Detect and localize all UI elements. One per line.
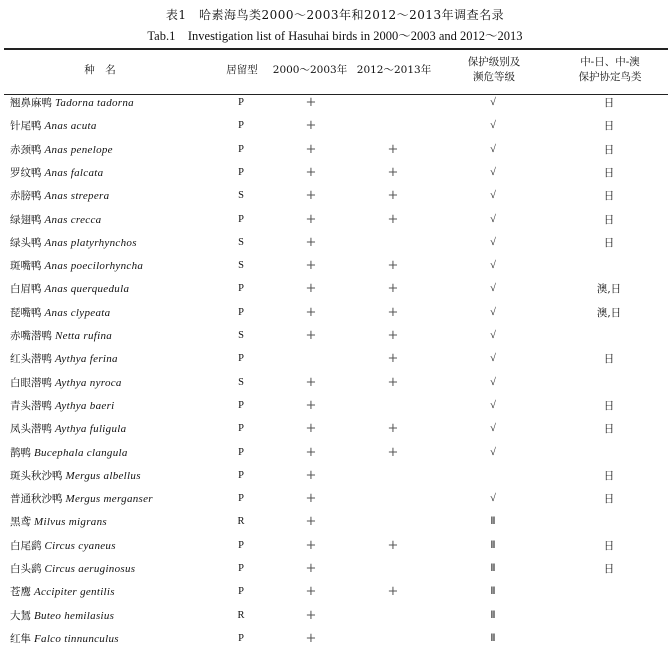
protection-level-cell: Ⅱ bbox=[490, 539, 496, 551]
species-name-cell bbox=[10, 281, 129, 297]
protection-level-cell: √ bbox=[490, 353, 496, 365]
period-2000-2003-cell: + bbox=[305, 514, 317, 530]
residence-type-cell: P bbox=[238, 166, 244, 178]
table-row bbox=[0, 212, 670, 235]
chinese-name: 白头鹞 bbox=[10, 563, 42, 575]
period-2012-2013-cell: + bbox=[387, 328, 399, 343]
period-2000-2003-cell: + bbox=[305, 444, 317, 460]
protection-level-cell: Ⅱ bbox=[490, 516, 496, 528]
table-row bbox=[0, 351, 670, 374]
scientific-name: Buteo hemilasius bbox=[34, 609, 115, 622]
chinese-name: 斑嘴鸭 bbox=[10, 260, 42, 273]
period-2012-2013-cell: + bbox=[387, 188, 399, 204]
table-row bbox=[0, 118, 670, 141]
table-row bbox=[0, 561, 670, 584]
scientific-name: Anas acuta bbox=[44, 120, 97, 133]
residence-type-cell: P bbox=[238, 120, 244, 132]
species-name-cell bbox=[10, 258, 143, 274]
period-2000-2003-cell: + bbox=[305, 95, 317, 110]
top-rule bbox=[4, 48, 668, 50]
species-name-cell bbox=[10, 95, 134, 111]
table-row bbox=[0, 608, 670, 631]
residence-type-cell: R bbox=[237, 516, 245, 528]
residence-type-cell: S bbox=[238, 376, 244, 388]
residence-type-cell: P bbox=[238, 353, 244, 365]
table-title-chinese: 表1 哈素海鸟类2000～2003年和2012～2013年调查名录 bbox=[165, 8, 505, 22]
header-period-2012-2013: 2012～2013年 bbox=[356, 64, 432, 76]
species-name-cell bbox=[10, 351, 118, 367]
table-row bbox=[0, 305, 670, 328]
scientific-name: Anas poecilorhyncha bbox=[44, 260, 144, 273]
scientific-name: Milvus migrans bbox=[34, 516, 107, 529]
species-name-cell bbox=[10, 608, 114, 624]
protection-level-cell: √ bbox=[490, 493, 496, 505]
period-2000-2003-cell: + bbox=[305, 374, 317, 390]
species-name-cell bbox=[10, 631, 119, 647]
residence-type-cell: P bbox=[238, 143, 244, 155]
header-protection bbox=[452, 55, 536, 85]
scientific-name: Tadorna tadorna bbox=[55, 97, 134, 109]
period-2000-2003-cell: + bbox=[305, 234, 317, 250]
scientific-name: Anas falcata bbox=[44, 166, 104, 179]
period-2000-2003-cell: + bbox=[305, 188, 317, 204]
residence-type-cell: R bbox=[237, 609, 245, 621]
protection-level-cell: √ bbox=[490, 143, 496, 155]
protection-level-cell: √ bbox=[490, 423, 496, 435]
agreement-cell: 日 bbox=[603, 423, 615, 436]
scientific-name: Anas penelope bbox=[44, 143, 113, 156]
chinese-name: 黑鸢 bbox=[10, 516, 31, 529]
agreement-cell: 澳,日 bbox=[596, 283, 622, 296]
protection-level-cell: √ bbox=[490, 283, 496, 295]
species-name-cell bbox=[10, 328, 112, 344]
chinese-name: 赤膀鸭 bbox=[10, 190, 42, 203]
residence-type-cell: P bbox=[238, 586, 244, 598]
species-name-cell bbox=[10, 118, 97, 134]
protection-level-cell: √ bbox=[490, 166, 496, 178]
protection-level-cell: √ bbox=[490, 120, 496, 132]
species-name-cell bbox=[10, 188, 109, 204]
header-agreement bbox=[562, 55, 658, 85]
table-row bbox=[0, 281, 670, 304]
scientific-name: Anas clypeata bbox=[44, 306, 111, 319]
protection-level-cell: √ bbox=[490, 399, 496, 411]
period-2012-2013-cell: + bbox=[387, 351, 399, 367]
period-2012-2013-cell: + bbox=[387, 304, 399, 320]
period-2000-2003-cell: + bbox=[305, 607, 317, 623]
residence-type-cell: S bbox=[238, 190, 244, 202]
table-row bbox=[0, 235, 670, 258]
chinese-name: 大鵟 bbox=[10, 609, 31, 622]
period-2000-2003-cell: + bbox=[305, 141, 317, 157]
agreement-cell: 日 bbox=[603, 399, 615, 412]
residence-type-cell: P bbox=[238, 423, 244, 435]
table-row bbox=[0, 468, 670, 491]
scientific-name: Netta rufina bbox=[55, 330, 113, 342]
table-row bbox=[0, 258, 670, 281]
protection-level-cell: √ bbox=[490, 236, 496, 248]
table-row bbox=[0, 421, 670, 444]
period-2000-2003-cell: + bbox=[305, 561, 317, 576]
period-2012-2013-cell: + bbox=[387, 258, 399, 274]
residence-type-cell: P bbox=[238, 306, 244, 318]
scientific-name: Aythya ferina bbox=[55, 353, 118, 366]
species-name-cell bbox=[10, 165, 103, 181]
species-name-cell bbox=[10, 212, 101, 228]
period-2000-2003-cell: + bbox=[305, 328, 317, 343]
chinese-name: 鹊鸭 bbox=[10, 446, 31, 459]
chinese-name: 白眼潜鸭 bbox=[10, 376, 52, 389]
table-row bbox=[0, 398, 670, 421]
table-row bbox=[0, 188, 670, 211]
period-2000-2003-cell: + bbox=[305, 630, 317, 646]
table-row bbox=[0, 142, 670, 165]
agreement-cell: 日 bbox=[603, 353, 615, 366]
scientific-name: Anas strepera bbox=[44, 190, 110, 203]
scientific-name: Aythya fuligula bbox=[55, 423, 127, 436]
agreement-cell: 日 bbox=[603, 236, 615, 249]
chinese-name: 琵嘴鸭 bbox=[10, 306, 42, 319]
agreement-cell: 日 bbox=[603, 97, 615, 109]
chinese-name: 凤头潜鸭 bbox=[10, 423, 52, 436]
scientific-name: Circus aeruginosus bbox=[44, 563, 136, 575]
species-name-cell bbox=[10, 538, 116, 554]
period-2012-2013-cell: + bbox=[387, 164, 399, 180]
header-agreement-line2: 保护协定鸟类 bbox=[578, 71, 642, 83]
scientific-name: Mergus merganser bbox=[65, 493, 153, 506]
period-2012-2013-cell: + bbox=[387, 537, 399, 553]
species-name-cell bbox=[10, 561, 135, 577]
table-row bbox=[0, 538, 670, 561]
chinese-name: 白眉鸭 bbox=[10, 283, 42, 296]
chinese-name: 苍鹰 bbox=[10, 586, 31, 599]
protection-level-cell: √ bbox=[490, 306, 496, 318]
table-row bbox=[0, 631, 670, 654]
scientific-name: Aythya nyroca bbox=[55, 376, 122, 389]
header-agreement-line1: 中-日、中-澳 bbox=[580, 56, 640, 68]
species-name-cell bbox=[10, 468, 141, 484]
agreement-cell: 日 bbox=[603, 213, 615, 226]
period-2012-2013-cell: + bbox=[387, 444, 399, 460]
period-2000-2003-cell: + bbox=[305, 258, 317, 274]
table-row bbox=[0, 445, 670, 468]
scientific-name: Anas platyrhynchos bbox=[44, 236, 137, 249]
protection-level-cell: Ⅱ bbox=[490, 563, 496, 574]
table-row bbox=[0, 328, 670, 351]
table-row bbox=[0, 514, 670, 537]
header-period-2000-2003: 2000～2003年 bbox=[272, 64, 348, 76]
chinese-name: 罗纹鸭 bbox=[10, 166, 42, 179]
period-2012-2013-cell: + bbox=[387, 211, 399, 227]
agreement-cell: 日 bbox=[603, 120, 615, 133]
header-protection-line2: 濒危等级 bbox=[473, 71, 515, 83]
table-title-english: Tab.1 Investigation list of Hasuhai birds in 2000～2003 and 2012～2013 bbox=[147, 29, 523, 43]
protection-level-cell: √ bbox=[490, 260, 496, 272]
residence-type-cell: P bbox=[238, 539, 244, 551]
scientific-name: Aythya baeri bbox=[55, 399, 115, 412]
species-name-cell bbox=[10, 235, 137, 251]
period-2000-2003-cell: + bbox=[305, 584, 317, 600]
chinese-name: 普通秋沙鸭 bbox=[10, 493, 63, 506]
chinese-name: 白尾鹞 bbox=[10, 539, 42, 552]
agreement-cell: 日 bbox=[603, 469, 615, 482]
scientific-name: Accipiter gentilis bbox=[34, 586, 115, 599]
residence-type-cell: P bbox=[238, 563, 244, 574]
agreement-cell: 日 bbox=[603, 539, 615, 552]
table-row bbox=[0, 491, 670, 514]
species-name-cell bbox=[10, 491, 153, 507]
residence-type-cell: S bbox=[238, 330, 244, 341]
chinese-name: 赤嘴潜鸭 bbox=[10, 330, 52, 342]
period-2000-2003-cell: + bbox=[305, 304, 317, 320]
residence-type-cell: P bbox=[238, 493, 244, 505]
chinese-name: 绿翅鸭 bbox=[10, 213, 42, 226]
period-2012-2013-cell: + bbox=[387, 281, 399, 297]
species-name-cell bbox=[10, 375, 122, 391]
agreement-cell: 澳,日 bbox=[596, 306, 622, 319]
chinese-name: 绿头鸭 bbox=[10, 236, 42, 249]
species-name-cell bbox=[10, 305, 110, 321]
residence-type-cell: P bbox=[238, 446, 244, 458]
residence-type-cell: P bbox=[238, 469, 244, 481]
scientific-name: Circus cyaneus bbox=[44, 539, 116, 552]
agreement-cell: 日 bbox=[603, 190, 615, 203]
protection-level-cell: √ bbox=[490, 97, 496, 108]
period-2000-2003-cell: + bbox=[305, 211, 317, 227]
protection-level-cell: √ bbox=[490, 446, 496, 458]
residence-type-cell: P bbox=[238, 399, 244, 411]
scientific-name: Anas querquedula bbox=[44, 283, 130, 296]
species-name-cell bbox=[10, 445, 128, 461]
protection-level-cell: √ bbox=[490, 376, 496, 388]
header-residence: 居留型 bbox=[226, 64, 258, 76]
header-protection-line1: 保护级别及 bbox=[467, 56, 521, 68]
period-2000-2003-cell: + bbox=[305, 397, 317, 413]
residence-type-cell: P bbox=[238, 213, 244, 225]
protection-level-cell: √ bbox=[490, 213, 496, 225]
species-name-cell bbox=[10, 421, 126, 437]
period-2012-2013-cell: + bbox=[387, 584, 399, 600]
period-2000-2003-cell: + bbox=[305, 537, 317, 553]
protection-level-cell: √ bbox=[490, 330, 496, 341]
chinese-name: 红头潜鸭 bbox=[10, 353, 52, 366]
chinese-name: 红隼 bbox=[10, 632, 31, 645]
residence-type-cell: P bbox=[238, 97, 244, 108]
chinese-name: 斑头秋沙鸭 bbox=[10, 469, 63, 482]
period-2000-2003-cell: + bbox=[305, 118, 317, 134]
period-2000-2003-cell: + bbox=[305, 421, 317, 437]
species-name-cell bbox=[10, 514, 107, 530]
agreement-cell: 日 bbox=[603, 493, 615, 506]
table-row bbox=[0, 95, 670, 118]
table-row bbox=[0, 165, 670, 188]
header-species: 种 名 bbox=[84, 64, 116, 76]
period-2012-2013-cell: + bbox=[387, 141, 399, 157]
scientific-name: Anas crecca bbox=[44, 213, 102, 226]
period-2000-2003-cell: + bbox=[305, 164, 317, 180]
residence-type-cell: P bbox=[238, 283, 244, 295]
table-row bbox=[0, 584, 670, 607]
scientific-name: Mergus albellus bbox=[65, 469, 141, 482]
agreement-cell: 日 bbox=[603, 143, 615, 156]
scientific-name: Falco tinnunculus bbox=[34, 632, 119, 645]
residence-type-cell: S bbox=[238, 236, 244, 248]
chinese-name: 针尾鸭 bbox=[10, 120, 42, 133]
scientific-name: Bucephala clangula bbox=[34, 446, 128, 459]
species-name-cell bbox=[10, 584, 115, 600]
table-row bbox=[0, 375, 670, 398]
chinese-name: 翘鼻麻鸭 bbox=[10, 97, 52, 109]
protection-level-cell: Ⅱ bbox=[490, 609, 496, 621]
agreement-cell: 日 bbox=[603, 563, 615, 575]
chinese-name: 青头潜鸭 bbox=[10, 399, 52, 412]
period-2000-2003-cell: + bbox=[305, 281, 317, 297]
period-2012-2013-cell: + bbox=[387, 374, 399, 390]
residence-type-cell: P bbox=[238, 632, 244, 644]
protection-level-cell: Ⅱ bbox=[490, 586, 496, 598]
species-name-cell bbox=[10, 398, 115, 414]
protection-level-cell: Ⅱ bbox=[490, 632, 496, 644]
agreement-cell: 日 bbox=[603, 166, 615, 179]
chinese-name: 赤颈鸭 bbox=[10, 143, 42, 156]
period-2000-2003-cell: + bbox=[305, 491, 317, 507]
period-2000-2003-cell: + bbox=[305, 467, 317, 483]
species-name-cell bbox=[10, 142, 113, 158]
protection-level-cell: √ bbox=[490, 190, 496, 202]
period-2012-2013-cell: + bbox=[387, 421, 399, 437]
residence-type-cell: S bbox=[238, 260, 244, 272]
